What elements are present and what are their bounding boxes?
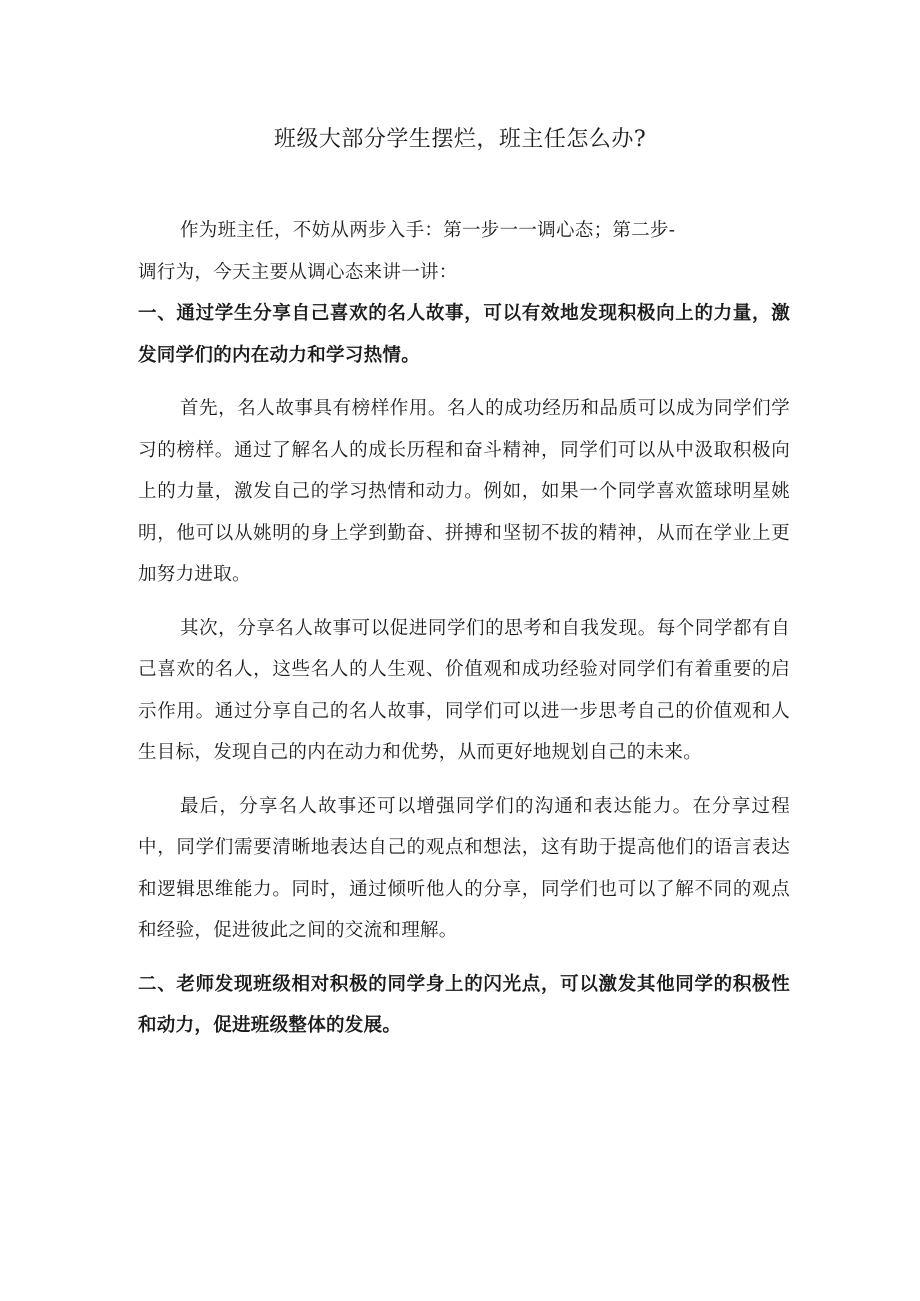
- section-1-paragraph-2: 其次，分享名人故事可以促进同学们的思考和自我发现。每个同学都有自己喜欢的名人，这些名人的人生观、价值观和成功经验对同学们有着重要的启示作用。通过分享自己的名人故事，同学们可以进一步思考自己的价值观和人生目标，发现自己的内在动力和优势，从而更好地规划自己的未来。: [138, 617, 790, 763]
- intro-line-2: 调行为，今天主要从调心态来讲一讲：: [138, 261, 458, 283]
- section-1-paragraph-1: 首先，名人故事具有榜样作用。名人的成功经历和品质可以成为同学们学习的榜样。通过了解名人的成长历程和奋斗精神，同学们可以从中汲取积极向上的力量，激发自己的学习热情和动力。例如，如果一个同学喜欢篮球明星姚明，他可以从姚明的身上学到勤奋、拼搏和坚韧不拔的精神，从而在学业上更加努力进取。: [138, 398, 790, 585]
- section-2-heading: 二、老师发现班级相对积极的同学身上的闪光点，可以激发其他同学的积极性和动力，促进班级整体的发展。: [138, 973, 790, 1036]
- section-1-paragraph-3: 最后，分享名人故事还可以增强同学们的沟通和表达能力。在分享过程中，同学们需要清晰地表达自己的观点和想法，这有助于提高他们的语言表达和逻辑思维能力。同时，通过倾听他人的分享，同学们也可以了解不同的观点和经验，促进彼此之间的交流和理解。: [138, 795, 790, 941]
- document-body: [138, 210, 790, 1047]
- document-title: 班级大部分学生摆烂，班主任怎么办?: [273, 127, 647, 152]
- section-1-heading: 一、通过学生分享自己喜欢的名人故事，可以有效地发现积极向上的力量，激发同学们的内在动力和学习热情。: [138, 303, 790, 366]
- intro-line-1: 作为班主任，不妨从两步入手：第一步一一调心态；第二步-: [180, 220, 676, 241]
